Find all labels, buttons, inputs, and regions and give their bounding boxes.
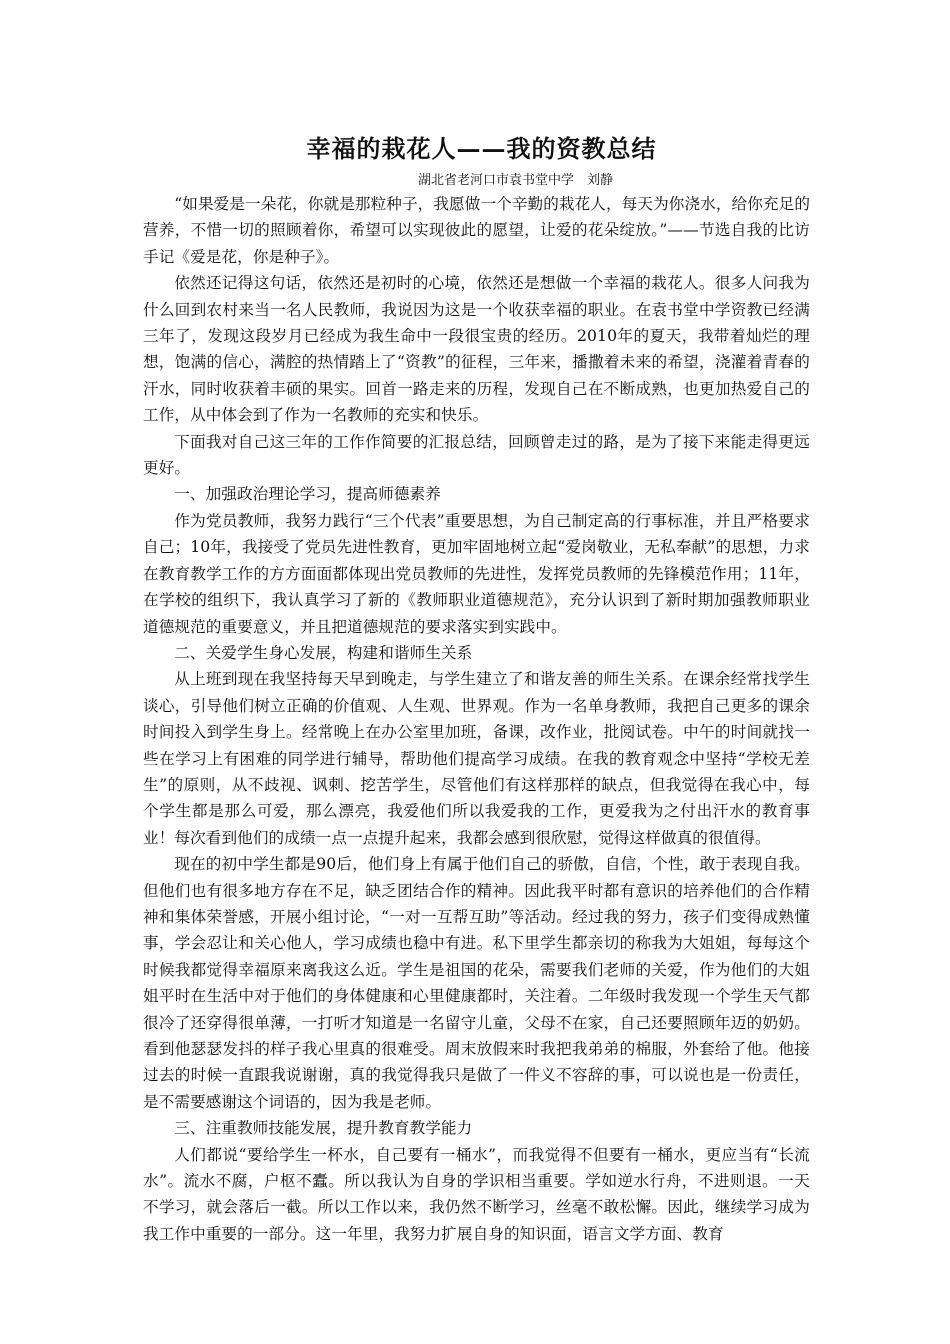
paragraph-section-2b: 现在的初中学生都是90后，他们身上有属于他们自己的骄傲，自信，个性，敢于表现自我。但他们也有很多地方存在不足，缺乏团结合作的精神。因此我平时都有意识的培养他们的合作精神和集体荣誉感，开展小组讨论，“一对一互帮互助”等活动。经过我的努力，孩子们变得成熟懂事，学会忍让和关心他人，学习成绩也稳中有进。私下里学生都亲切的称我为大姐姐，每每这个时候我都觉得幸福原来离我这么近。学生是祖国的花朵，需要我们老师的关爱，作为他们的大姐姐平时在生活中对于他们的身体健康和心里健康都时，关注着。二年级时我发现一个学生天气都很冷了还穿得很单薄，一打听才知道是一名留守儿童，父母不在家，自己还要照顾年迈的奶奶。看到他瑟瑟发抖的样子我心里真的很难受。周末放假来时我把我弟弟的棉服，外套给了他。他接过去的时候一直跟我说谢谢，真的我觉得我只是做了一件义不容辞的事，可以说也是一份责任，是不需要感谢这个词语的，因为我是老师。 [143,855,810,1111]
document-page [143,132,810,1247]
paragraph-section-1: 作为党员教师，我努力践行“三个代表”重要思想，为自己制定高的行事标准，并且严格要求自己；10年，我接受了党员先进性教育，更加牢固地树立起“爱岗敬业，无私奉献”的思想，力求在教育教学工作的方方面面都体现出党员教师的先进性，发挥党员教师的先锋模范作用；11年，在学校的组织下，我认真学习了新的《教师职业道德规范》，充分认识到了新时期加强教师职业道德规范的重要意义，并且把道德规范的要求落实到实践中。 [143,511,810,636]
paragraph-recollection: 依然还记得这句话，依然还是初时的心境，依然还是想做一个幸福的栽花人。很多人问我为什么回到农村来当一名人民教师，我说因为这是一个收获幸福的职业。在袁书堂中学资教已经满三年了，发现这段岁月已经成为我生命中一段很宝贵的经历。2010年的夏天，我带着灿烂的理想，饱满的信心，满腔的热情踏上了“资教”的征程，三年来，播撒着未来的希望，浇灌着青春的汗水，同时收获着丰硕的果实。回首一路走来的历程，发现自己在不断成熟，也更加热爱自己的工作，从中体会到了作为一名教师的充实和快乐。 [143,274,810,425]
author-line: 湖北省老河口市袁书堂中学 刘静 [417,173,613,188]
section-heading-1: 一、加强政治理论学习，提高师德素养 [174,485,441,504]
section-heading-3: 三、注重教师技能发展，提升教育教学能力 [174,1119,473,1138]
paragraph-section-2a: 从上班到现在我坚持每天早到晚走，与学生建立了和谐友善的师生关系。在课余经常找学生谈心，引导他们树立正确的价值观、人生观、世界观。作为一名单身教师，我把自己更多的课余时间投入到学生身上。经常晚上在办公室里加班，备课，改作业，批阅试卷。中午的时间就找一些在学习上有困难的同学进行辅导，帮助他们提高学习成绩。在我的教育观念中坚持“学校无差生”的原则，从不歧视、讽刺、挖苦学生，尽管他们有这样那样的缺点，但我觉得在我心中，每个学生都是那么可爱，那么漂亮，我爱他们所以我爱我的工作，更爱我为之付出汗水的教育事业！每次看到他们的成绩一点一点提升起来，我都会感到很欣慰，觉得这样做真的很值得。 [143,670,810,847]
section-heading-2: 二、关爱学生身心发展，构建和谐师生关系 [174,643,473,662]
paragraph-summary-intro: 下面我对自己这三年的工作作简要的汇报总结，回顾曾走过的路，是为了接下来能走得更远更好。 [143,432,810,478]
paragraph-intro-quote: “如果爱是一朵花，你就是那粒种子，我愿做一个辛勤的栽花人，每天为你浇水，给你充足的营养，不惜一切的照顾着你，希望可以实现彼此的愿望，让爱的花朵绽放。”——节选自我的比访手记《爱是花，你是种子》。 [143,195,811,266]
paragraph-section-3: 人们都说“要给学生一杯水，自己要有一桶水”，而我觉得不但要有一桶水，更应当有“长流水”。流水不腐，户枢不蠹。所以我认为自身的学识相当重要。学如逆水行舟，不进则退。一天不学习，就会落后一截。所以工作以来，我仍然不断学习，丝毫不敢松懈。因此，继续学习成为我工作中重要的一部分。这一年里，我努力扩展自身的知识面，语言文学方面、教育 [143,1145,810,1243]
document-body [143,191,810,1247]
document-title: 幸福的栽花人——我的资教总结 [306,134,657,163]
